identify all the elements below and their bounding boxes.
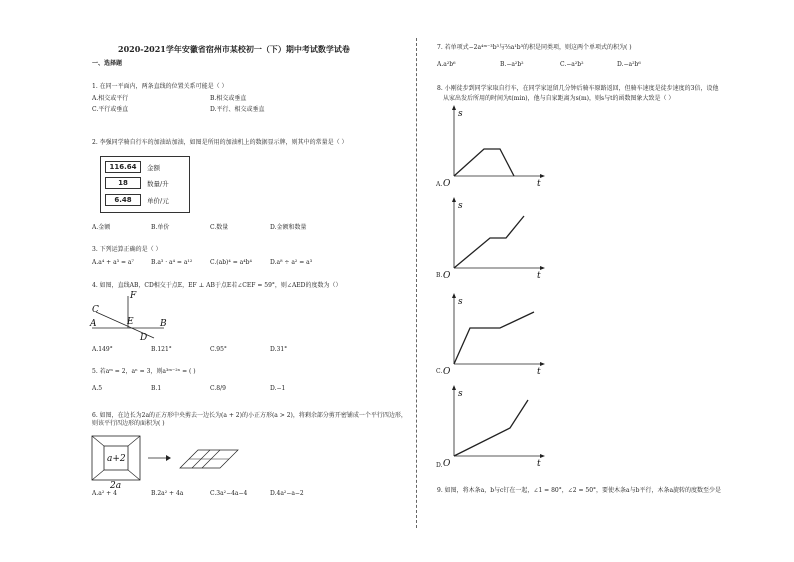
q6-option-b: B.2a² + 4a <box>151 490 184 497</box>
display-quantity-label: 数量/升 <box>147 180 169 188</box>
q5-option-d: D.−1 <box>270 385 286 392</box>
label-b: B <box>160 319 167 329</box>
display-amount-value: 116.64 <box>105 161 141 173</box>
graph-a-s-label: s <box>458 109 463 119</box>
display-price-label: 单价/元 <box>147 197 169 205</box>
graph-d-t-label: t <box>537 459 541 469</box>
q4-option-d: D.31° <box>270 346 288 353</box>
q6-stem: 6. 如图，在边长为2a的正方形中央剪去一边长为(a + 2)的小正方形(a > 2)，将剩余部分剪开密铺成一个平行四边形，则该平行四边形的面积为( ) <box>92 412 407 427</box>
section-title: 一、选择题 <box>92 60 123 67</box>
column-divider <box>416 38 417 528</box>
q7-option-a: A.a²b⁶ <box>437 61 456 68</box>
q3-option-a: A.a⁴ + a³ = a⁷ <box>92 259 134 266</box>
display-quantity-value: 18 <box>105 177 141 189</box>
graph-a-line <box>454 149 514 176</box>
graph-c-origin: O <box>443 367 451 377</box>
label-d: D <box>140 333 148 343</box>
q2-option-c: C.数量 <box>210 224 229 231</box>
q3-option-d: D.a⁸ ÷ a² = a³ <box>270 259 313 266</box>
fuel-display-panel <box>100 156 190 213</box>
q1-option-a: A.相交或平行 <box>92 95 129 102</box>
q3-stem: 3. 下列运算正确的是（ ） <box>92 246 162 253</box>
arrow-icon <box>166 455 171 461</box>
q5-option-c: C.8/9 <box>210 385 226 392</box>
graph-a-origin: O <box>443 179 451 189</box>
q8-stem-line1: 8. 小刚徒步到同学家取自行车，在同学家逗留几分钟后骑车原路返回，但骑车速度是徒步速度的3倍，设他 <box>437 85 719 92</box>
q4-option-b: B.121° <box>151 346 172 353</box>
q8-option-c: C. <box>436 368 443 375</box>
page-title: 2020-2021学年安徽省宿州市某校初一（下）期中考试数学试卷 <box>118 44 350 54</box>
q9-stem: 9. 如图，将木条a，b与c钉在一起，∠1 = 80°，∠2 = 50°，要使木条a与b平行，木条a旋转的度数至少是 <box>437 487 722 494</box>
q6-square-figure <box>90 434 320 491</box>
q2-option-b: B.单价 <box>151 224 170 231</box>
outer-label: 2a <box>110 481 122 491</box>
q1-option-b: B.相交或垂直 <box>210 95 247 102</box>
q6-option-d: D.4a²−a−2 <box>270 490 304 497</box>
graph-b-t-label: t <box>537 271 541 281</box>
label-a: A <box>90 319 97 329</box>
q3-option-b: B.a³ · a⁴ = a¹² <box>151 259 193 266</box>
display-amount-label: 金额 <box>147 164 160 172</box>
q1-option-d: D.平行、相交或垂直 <box>210 106 265 113</box>
q7-option-c: C.−a²b² <box>560 61 584 68</box>
graph-a-t-label: t <box>537 179 541 189</box>
label-c: C <box>92 305 99 315</box>
graph-d-line <box>454 400 528 456</box>
q4-stem: 4. 如图，直线AB，CD相交于点E，EF ⊥ AB于点E若∠CEF = 59°，则∠AED的度数为（） <box>92 282 342 289</box>
q8-option-b: B. <box>436 272 443 279</box>
q2-stem: 2. 李强同学骑自行车的加油站加油，如图是所用的加油机上的数据显示牌，则其中的常量是（ ） <box>92 139 348 146</box>
q7-option-b: B.−a²b² <box>500 61 524 68</box>
graph-d-s-label: s <box>458 389 463 399</box>
q2-option-a: A.金额 <box>92 224 111 231</box>
graph-b-s-label: s <box>458 201 463 211</box>
q5-option-b: B.1 <box>151 385 162 392</box>
q5-stem: 5. 若aᵐ = 2，aⁿ = 3，则a³ᵐ⁻²ⁿ = ( ) <box>92 368 196 375</box>
q8-option-a: A. <box>436 181 443 188</box>
q8-graph-c <box>440 292 550 376</box>
label-e: E <box>127 317 134 327</box>
graph-c-t-label: t <box>537 367 541 377</box>
label-f: F <box>130 291 137 301</box>
q5-option-a: A.5 <box>92 385 103 392</box>
q7-option-d: D.−a²b⁶ <box>617 61 641 68</box>
q8-graph-b <box>440 196 550 280</box>
graph-c-line <box>454 312 534 364</box>
q1-stem: 1. 在同一平面内，两条直线的位置关系可能是（ ） <box>92 83 228 90</box>
q4-option-c: C.95° <box>210 346 227 353</box>
q8-graph-d <box>440 384 550 468</box>
graph-b-line <box>454 216 524 268</box>
q7-stem: 7. 若单项式−2a⁴ᵐ⁻³b³与⅔a¹b³的积是同类项，则这两个单项式的积为( ) <box>437 44 632 51</box>
q6-option-c: C.3a²−4a−4 <box>210 490 248 497</box>
q8-graph-a <box>440 104 550 188</box>
q8-stem-line2: 从家出发后所用的时间为t(min)，他与自家距离为s(m)，则s与t的函数图象大致是（ ） <box>443 95 675 102</box>
q8-option-d: D. <box>436 462 443 469</box>
q6-option-a: A.a² + 4 <box>92 490 117 497</box>
q4-intersecting-lines-figure <box>88 290 168 343</box>
display-price-value: 6.48 <box>105 194 141 206</box>
q2-option-d: D.金额和数量 <box>270 224 307 231</box>
q1-option-c: C.平行或垂直 <box>92 106 129 113</box>
graph-b-origin: O <box>443 271 451 281</box>
graph-c-s-label: s <box>458 297 463 307</box>
q3-option-c: C.(ab)⁴ = a⁴b⁴ <box>210 259 252 266</box>
graph-d-origin: O <box>443 459 451 469</box>
q4-option-a: A.149° <box>92 346 113 353</box>
inner-label: a+2 <box>107 454 126 464</box>
